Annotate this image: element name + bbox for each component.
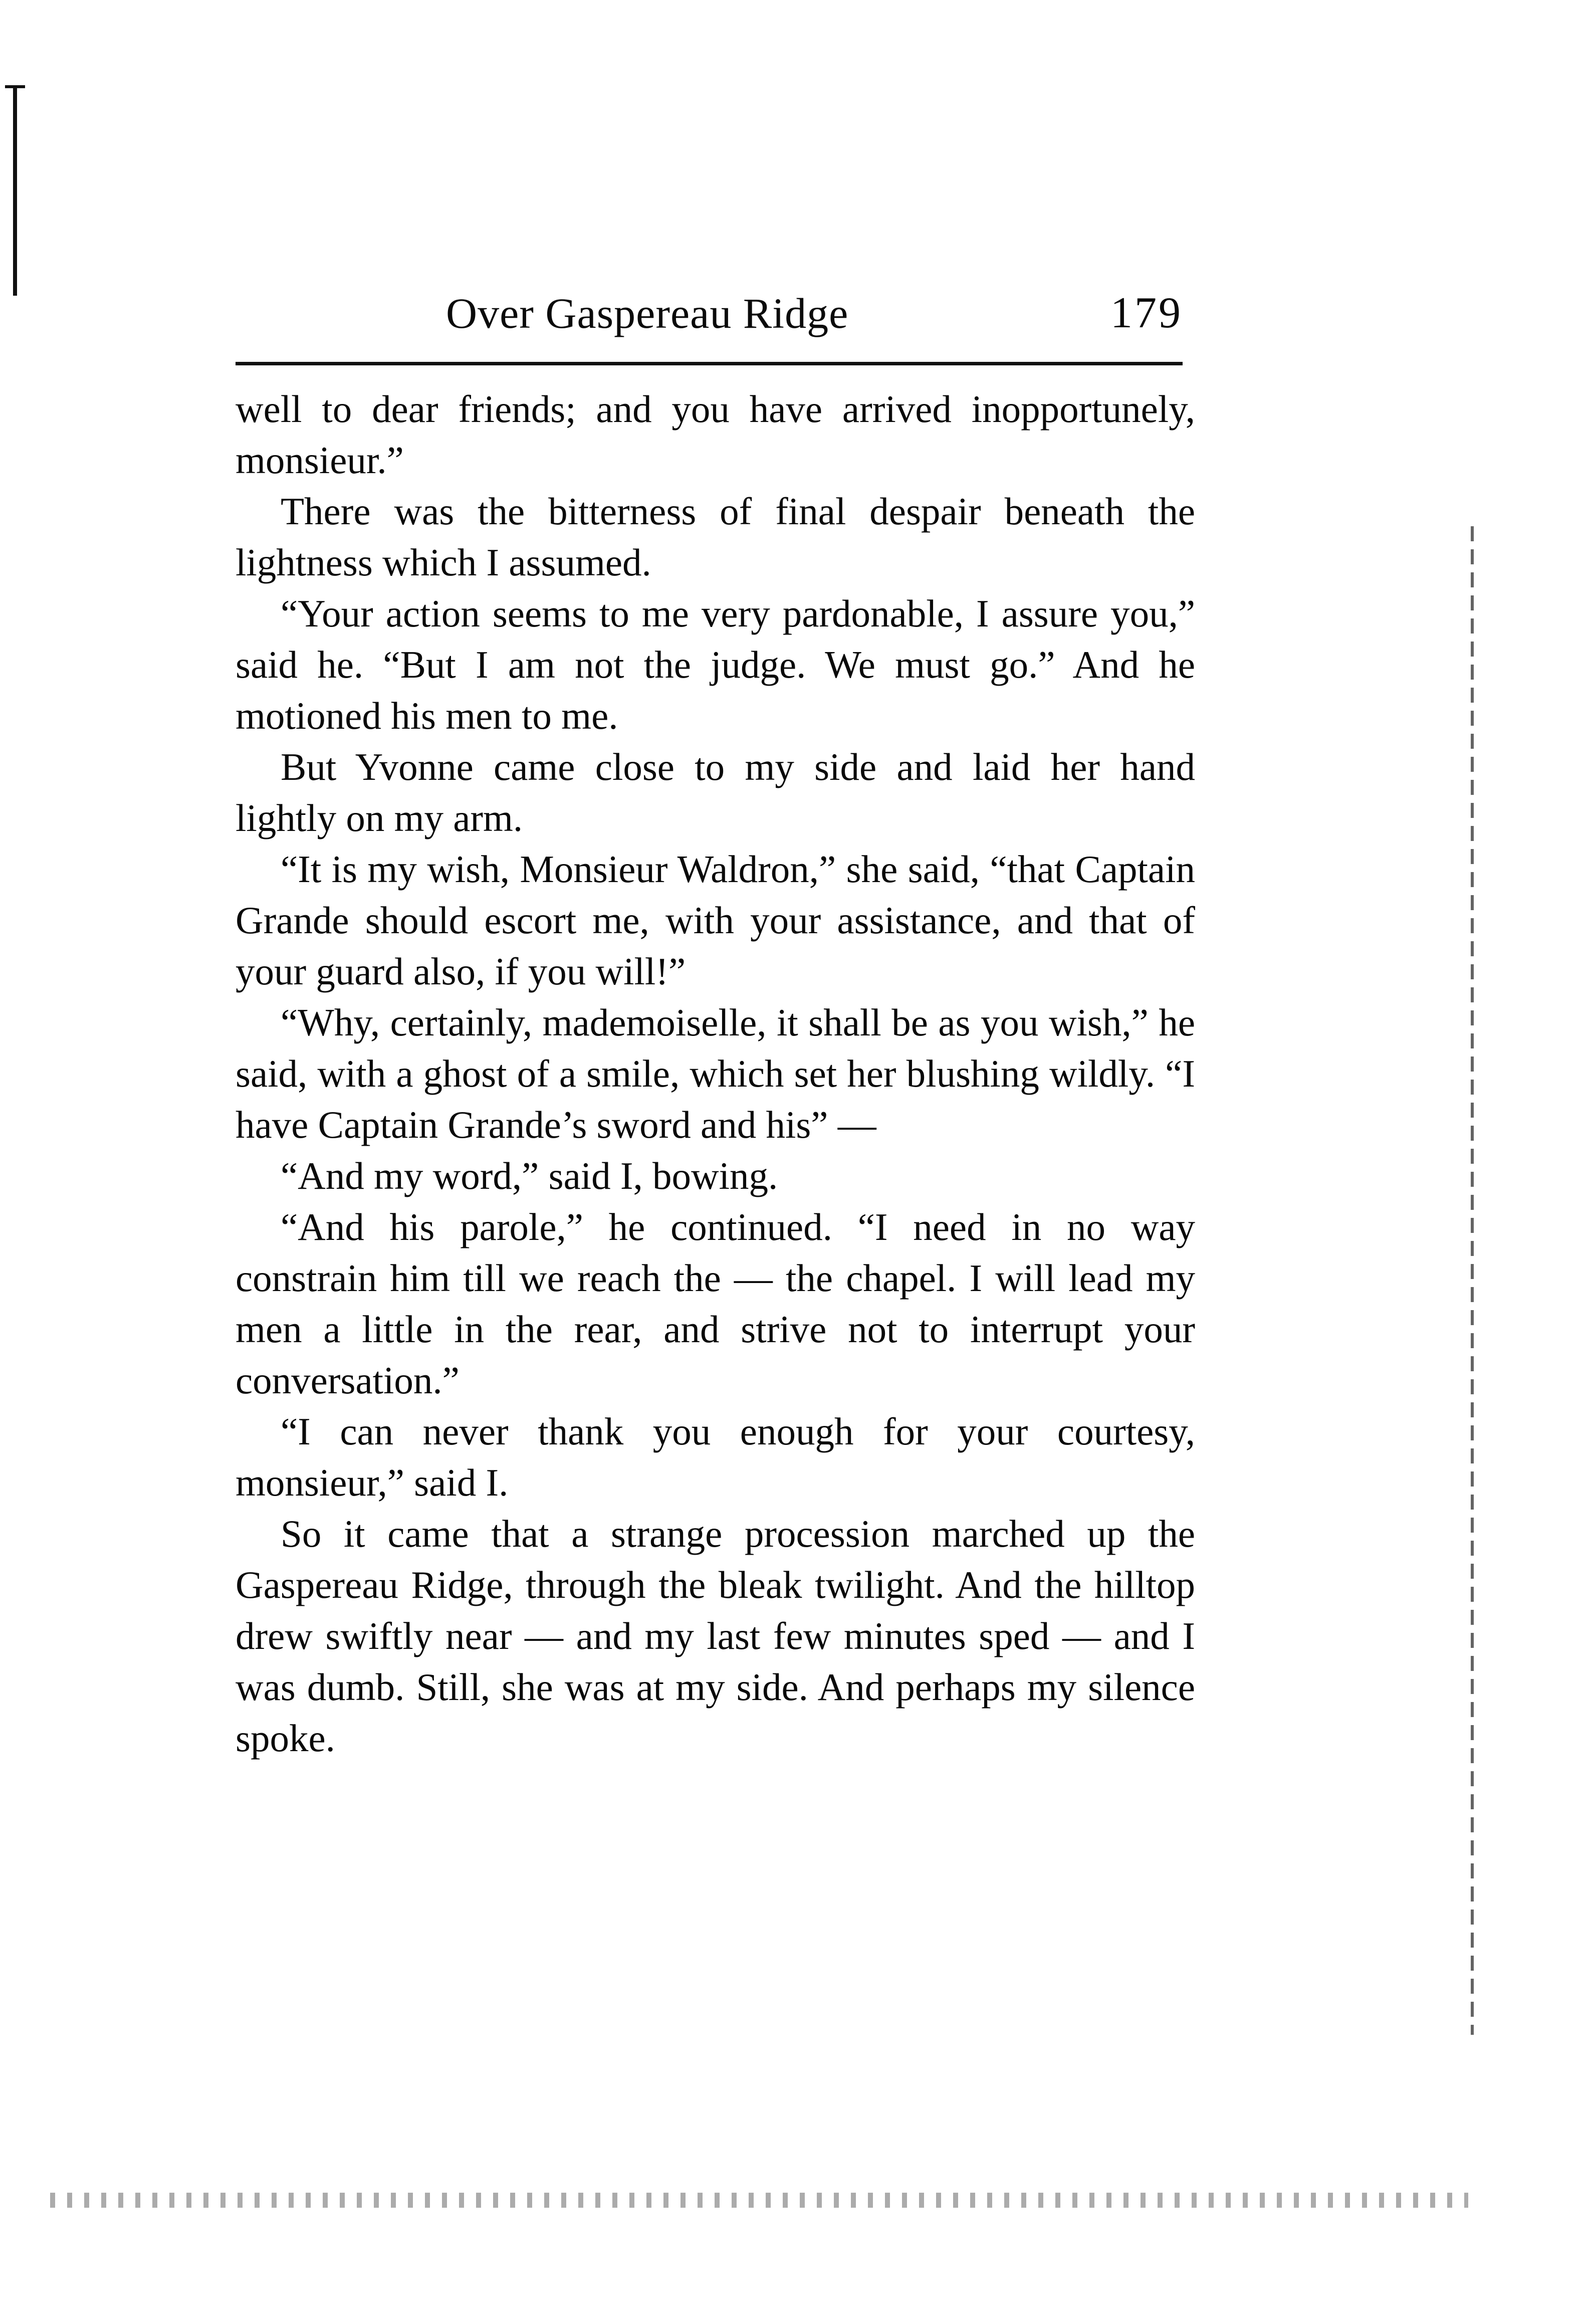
binding-mark (13, 85, 17, 296)
paragraph: “Your action seems to me very pardonable, I assure you,” said he. “But I am not the judge. We must go.” And he motioned his men to me. (236, 592, 1195, 737)
page-edge-shadow (1471, 526, 1474, 2035)
page-header (236, 281, 1183, 346)
scan-noise (50, 2193, 1468, 2208)
running-head: Over Gaspereau Ridge (446, 289, 849, 337)
paragraph: But Yvonne came close to my side and laid her hand lightly on my arm. (236, 745, 1195, 839)
page-number: 179 (1110, 289, 1183, 337)
paragraph: “It is my wish, Monsieur Waldron,” she said, “that Captain Grande should escort me, with your assistance, and that of your guard also, if you will!” (236, 848, 1195, 993)
paragraph: There was the bitterness of final despair beneath the lightness which I assumed. (236, 490, 1195, 584)
body-text (236, 383, 1195, 1764)
paragraph: “Why, certainly, mademoiselle, it shall be as you wish,” he said, with a ghost of a smile, which set her blushing wildly. “I have Captain Grande’s sword and his” — (236, 1001, 1195, 1146)
paragraph: So it came that a strange procession marched up the Gaspereau Ridge, through the bleak twilight. And the hilltop drew swiftly near — and my last few minutes sped — and I was dumb. Still, she was at my side. And perhaps my silence spoke. (236, 1512, 1195, 1760)
header-rule (236, 362, 1183, 365)
paragraph: well to dear friends; and you have arrived inopportunely, monsieur.” (236, 387, 1195, 482)
paragraph: “And his parole,” he continued. “I need in no way constrain him till we reach the — the chapel. I will lead my men a little in the rear, and strive not to interrupt your conversation.” (236, 1205, 1195, 1402)
paragraph: “I can never thank you enough for your courtesy, monsieur,” said I. (236, 1410, 1195, 1504)
paragraph: “And my word,” said I, bowing. (281, 1154, 778, 1197)
